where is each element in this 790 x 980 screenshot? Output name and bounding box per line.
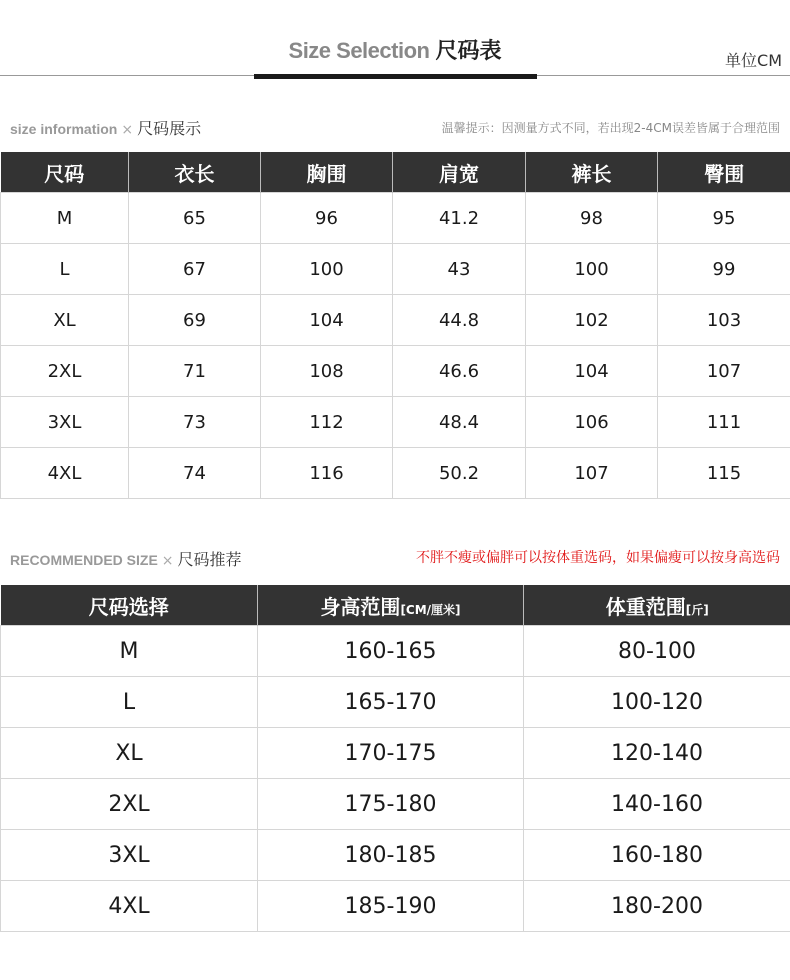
- size-info-label: [10, 116, 201, 139]
- col-header-main: 体重范围: [605, 594, 686, 619]
- table-cell: 103: [658, 295, 790, 346]
- table-cell: 180-200: [524, 881, 790, 932]
- table-cell: 48.4: [393, 397, 526, 448]
- table-cell: 160-180: [524, 830, 790, 881]
- table-cell: 104: [261, 295, 393, 346]
- table-cell: 100: [526, 244, 658, 295]
- recommended-label-en: RECOMMENDED SIZE: [10, 552, 158, 568]
- table-cell: 67: [129, 244, 261, 295]
- table-cell: 71: [129, 346, 261, 397]
- table-cell: 65: [129, 193, 261, 244]
- size-table-body: [1, 193, 790, 499]
- table-cell: 46.6: [393, 346, 526, 397]
- table-cell: 111: [658, 397, 790, 448]
- table-cell: 100-120: [524, 677, 790, 728]
- header-accent-bar: [254, 74, 537, 79]
- recommended-table-col-header: [258, 585, 524, 626]
- size-table: [0, 152, 790, 499]
- table-cell: 41.2: [393, 193, 526, 244]
- recommended-table-body: [1, 626, 790, 932]
- table-cell: 2XL: [1, 346, 129, 397]
- size-table-col-header: 臀围: [658, 152, 790, 193]
- table-cell: M: [1, 626, 258, 677]
- size-info-label-zh: 尺码展示: [137, 119, 202, 138]
- table-cell: 165-170: [258, 677, 524, 728]
- size-table-col-header: 裤长: [526, 152, 658, 193]
- recommended-section-header: [0, 543, 790, 569]
- measurement-tip: 温馨提示：因测量方式不同，若出现2-4CM误差皆属于合理范围: [441, 121, 780, 135]
- table-cell: 50.2: [393, 448, 526, 499]
- table-cell: M: [1, 193, 129, 244]
- table-cell: 3XL: [1, 397, 129, 448]
- table-row: [1, 346, 790, 397]
- table-cell: 106: [526, 397, 658, 448]
- table-cell: 95: [658, 193, 790, 244]
- table-cell: 107: [526, 448, 658, 499]
- table-cell: 170-175: [258, 728, 524, 779]
- col-header-unit: [CM/厘米]: [400, 602, 461, 617]
- col-header-main: 身高范围: [320, 594, 401, 619]
- table-cell: 96: [261, 193, 393, 244]
- table-cell: 43: [393, 244, 526, 295]
- table-cell: XL: [1, 295, 129, 346]
- table-row: [1, 881, 790, 932]
- table-cell: 140-160: [524, 779, 790, 830]
- size-table-col-header: 尺码: [1, 152, 129, 193]
- table-cell: 104: [526, 346, 658, 397]
- table-cell: 102: [526, 295, 658, 346]
- page-header: [0, 0, 790, 80]
- table-row: [1, 626, 790, 677]
- table-cell: 98: [526, 193, 658, 244]
- size-table-col-header: 衣长: [129, 152, 261, 193]
- table-cell: 73: [129, 397, 261, 448]
- table-cell: 99: [658, 244, 790, 295]
- table-cell: XL: [1, 728, 258, 779]
- title-zh: 尺码表: [435, 39, 502, 64]
- table-row: [1, 193, 790, 244]
- size-info-label-en: size information: [10, 121, 118, 137]
- table-cell: 175-180: [258, 779, 524, 830]
- size-table-col-header: 胸围: [261, 152, 393, 193]
- col-header-unit: [斤]: [685, 602, 709, 617]
- size-table-col-header: 肩宽: [393, 152, 526, 193]
- table-cell: 185-190: [258, 881, 524, 932]
- recommended-table: [0, 585, 790, 932]
- table-row: [1, 830, 790, 881]
- table-row: [1, 244, 790, 295]
- table-row: [1, 779, 790, 830]
- table-cell: 108: [261, 346, 393, 397]
- table-row: [1, 295, 790, 346]
- table-cell: 80-100: [524, 626, 790, 677]
- table-row: [1, 728, 790, 779]
- table-cell: 44.8: [393, 295, 526, 346]
- recommended-label-zh: 尺码推荐: [177, 550, 242, 569]
- table-cell: L: [1, 244, 129, 295]
- title-en: Size Selection: [288, 38, 430, 63]
- table-cell: 3XL: [1, 830, 258, 881]
- table-cell: 69: [129, 295, 261, 346]
- table-cell: 74: [129, 448, 261, 499]
- recommended-table-header: [1, 585, 790, 626]
- recommended-label: [10, 547, 242, 570]
- table-cell: 112: [261, 397, 393, 448]
- separator-icon: ×: [121, 122, 134, 138]
- table-row: [1, 677, 790, 728]
- table-cell: 2XL: [1, 779, 258, 830]
- table-cell: 115: [658, 448, 790, 499]
- table-cell: 180-185: [258, 830, 524, 881]
- separator-icon: ×: [161, 553, 174, 569]
- col-header-main: 尺码选择: [88, 594, 169, 619]
- table-cell: 107: [658, 346, 790, 397]
- table-row: [1, 397, 790, 448]
- table-cell: 100: [261, 244, 393, 295]
- table-cell: 4XL: [1, 448, 129, 499]
- table-cell: L: [1, 677, 258, 728]
- table-cell: 4XL: [1, 881, 258, 932]
- size-table-header: [1, 152, 790, 193]
- recommended-table-col-header: [524, 585, 790, 626]
- unit-label: 单位CM: [725, 51, 782, 70]
- recommendation-tip: 不胖不瘦或偏胖可以按体重选码，如果偏瘦可以按身高选码: [416, 550, 780, 566]
- size-info-section-header: [0, 112, 790, 138]
- table-cell: 160-165: [258, 626, 524, 677]
- table-row: [1, 448, 790, 499]
- recommended-table-col-header: [1, 585, 258, 626]
- table-cell: 116: [261, 448, 393, 499]
- page-title: [0, 34, 790, 65]
- table-cell: 120-140: [524, 728, 790, 779]
